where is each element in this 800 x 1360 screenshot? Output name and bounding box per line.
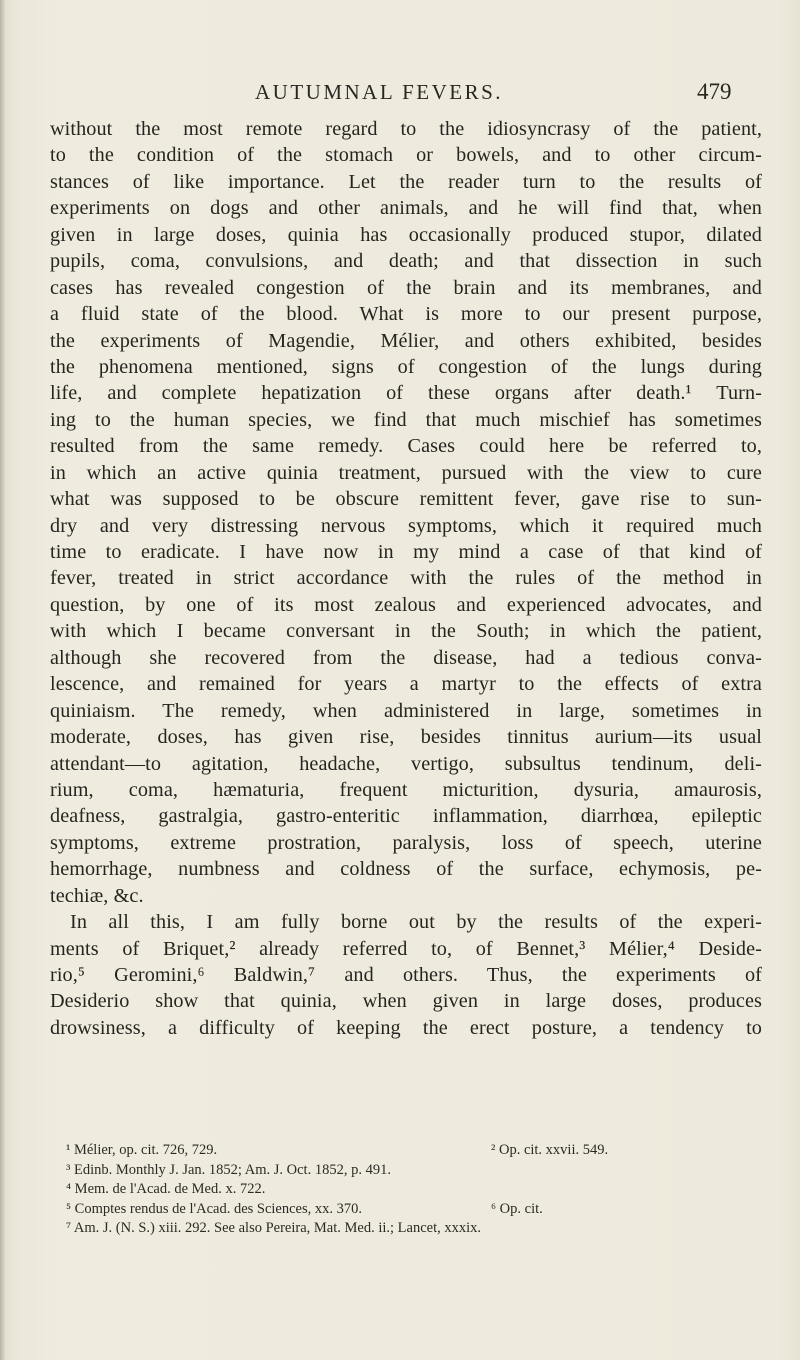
text-line: deafness, gastralgia, gastro-enteritic inflammation, diarrhœa, epileptic xyxy=(50,805,762,828)
footnotes xyxy=(66,1141,766,1239)
text-line: what was supposed to be obscure remittent fever, gave rise to sun- xyxy=(50,488,762,511)
text-line: life, and complete hepatization of these organs after death.¹ Turn- xyxy=(50,382,762,405)
footnote-row xyxy=(66,1141,766,1161)
text-line: resulted from the same remedy. Cases could here be referred to, xyxy=(50,435,762,458)
text-line: quiniaism. The remedy, when administered in large, sometimes in xyxy=(50,699,762,722)
text-line: techiæ, &c. xyxy=(50,884,144,907)
text-line: time to eradicate. I have now in my mind a case of that kind of xyxy=(50,541,762,563)
text-line: without the most remote regard to the idiosyncrasy of the patient, xyxy=(50,118,762,140)
text-line: symptoms, extreme prostration, paralysis, loss of speech, uterine xyxy=(50,831,762,854)
text-line: lescence, and remained for years a martyr to the effects of extra xyxy=(50,673,762,696)
text-line: rium, coma, hæmaturia, frequent micturition, dysuria, amaurosis, xyxy=(50,778,762,801)
text-line: dry and very distressing nervous symptoms, which it required much xyxy=(50,514,762,537)
text-line: cases has revealed congestion of the brain and its membranes, and xyxy=(50,276,762,299)
footnote-row xyxy=(66,1200,766,1220)
text-line: hemorrhage, numbness and coldness of the surface, echymosis, pe- xyxy=(50,858,762,881)
footnote-3: ³ Edinb. Monthly J. Jan. 1852; Am. J. Oct. 1852, p. 491. xyxy=(66,1161,391,1178)
body-text xyxy=(50,116,762,1041)
text-line: question, by one of its most zealous and experienced advocates, and xyxy=(50,593,762,616)
text-line: given in large doses, quinia has occasionally produced stupor, dilated xyxy=(50,223,762,246)
text-line: pupils, coma, convulsions, and death; and that dissection in such xyxy=(50,250,762,273)
text-line: ing to the human species, we find that much mischief has sometimes xyxy=(50,408,762,431)
text-line: drowsiness, a difficulty of keeping the erect posture, a tendency to xyxy=(50,1016,762,1039)
text-line: moderate, doses, has given rise, besides tinnitus aurium—its usual xyxy=(50,726,762,749)
text-line: attendant—to agitation, headache, vertigo, subsultus tendinum, deli- xyxy=(50,752,762,775)
text-line: stances of like importance. Let the reader turn to the results of xyxy=(50,170,762,193)
running-head xyxy=(0,80,800,110)
text-line: to the condition of the stomach or bowels, and to other circum- xyxy=(50,144,762,167)
text-line: In all this, I am fully borne out by the results of the experi- xyxy=(70,911,762,934)
footnote-row xyxy=(66,1180,766,1200)
footnote-5: ⁵ Comptes rendus de l'Acad. des Sciences, xx. 370. xyxy=(66,1200,362,1217)
footnote-row xyxy=(66,1161,766,1181)
text-line: in which an active quinia treatment, pursued with the view to cure xyxy=(50,461,762,484)
text-line: ments of Briquet,² already referred to, of Bennet,³ Mélier,⁴ Deside- xyxy=(50,937,762,960)
text-line: the experiments of Magendie, Mélier, and others exhibited, besides xyxy=(50,329,762,352)
footnote-row xyxy=(66,1219,766,1239)
text-line: rio,⁵ Geromini,⁶ Baldwin,⁷ and others. Thus, the experiments of xyxy=(50,964,762,986)
text-line: Desiderio show that quinia, when given in large doses, produces xyxy=(50,990,762,1013)
footnote-4: ⁴ Mem. de l'Acad. de Med. x. 722. xyxy=(66,1181,266,1198)
page-number: 479 xyxy=(697,79,732,104)
footnote-1: ¹ Mélier, op. cit. 726, 729. xyxy=(66,1142,218,1158)
text-line: experiments on dogs and other animals, and he will find that, when xyxy=(50,197,762,220)
text-line: the phenomena mentioned, signs of congestion of the lungs during xyxy=(50,355,762,378)
text-line: although she recovered from the disease, had a tedious conva- xyxy=(50,646,762,669)
text-line: with which I became conversant in the South; in which the patient, xyxy=(50,620,762,643)
spine-shadow xyxy=(0,0,6,1360)
text-line: fever, treated in strict accordance with the rules of the method in xyxy=(50,567,762,590)
footnote-6: ⁶ Op. cit. xyxy=(491,1200,543,1217)
footnote-7: ⁷ Am. J. (N. S.) xiii. 292. See also Pereira, Mat. Med. ii.; Lancet, xxxix. xyxy=(66,1220,482,1237)
running-title: AUTUMNAL FEVERS. xyxy=(255,80,504,104)
footnote-2: ² Op. cit. xxvii. 549. xyxy=(491,1142,609,1158)
text-line: a fluid state of the blood. What is more to our present purpose, xyxy=(50,303,762,326)
